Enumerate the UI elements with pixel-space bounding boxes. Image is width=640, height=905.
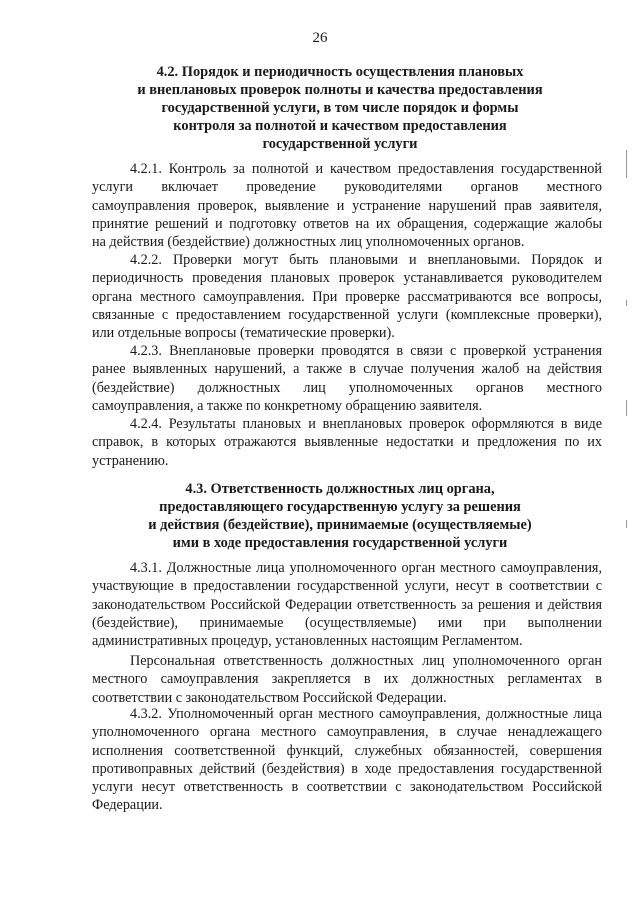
text-line: (бездействие) должностных лиц уполномоченных органов местного [92,379,602,396]
heading-line: государственной услуги, в том числе порядок и формы [161,100,519,116]
section-4-2-heading [100,63,580,153]
paragraph-4-2-2 [92,251,602,342]
text-line: уполномоченного органа местного самоуправления, в случае ненадлежащего [92,724,602,741]
text-line: (бездействие), принимаемые (осуществляемые) ими при выполнении [92,614,602,631]
heading-line: государственной услуги [262,136,418,152]
text-line: Персональная ответственность должностных лиц уполномоченного орган [130,653,602,669]
text-line: связанные с предоставлением государственной услуги (комплексные проверки), [92,306,602,323]
paragraph-4-3-2 [92,705,602,815]
text-line: на действия (бездействие) должностных лиц уполномоченных органов. [92,234,525,251]
text-line: 4.3.2. Уполномоченный орган местного самоуправления, должностные лица [130,706,602,722]
text-line: услуги включает проведение руководителями органов местного [92,179,602,196]
text-line: исполнения соответственной функций, служебных обязанностей, совершения [92,742,602,759]
paragraph-4-3-1 [92,559,602,650]
text-line: местного самоуправления закрепляется в их должностных регламентах в [92,671,602,688]
text-line: периодичность проведения плановых проверок устанавливается руководителем [92,270,602,287]
heading-line: и внеплановых проверок полноты и качества предоставления [137,82,543,98]
text-line: или отдельные вопросы (тематические проверки). [92,325,395,342]
paragraph-personal-responsibility [92,652,602,707]
text-line: самоуправления, а также по конкретному обращению заявителя. [92,397,483,414]
text-line: ранее выявленных нарушений, а также в случае получения жалоб на действия [92,361,602,378]
text-line: Федерации. [92,797,163,814]
scan-mark [626,300,627,306]
heading-line: предоставляющего государственную услугу за решения [159,499,521,515]
scan-mark [626,520,627,528]
heading-line: контроля за полнотой и качеством предоставления [173,118,507,134]
paragraph-4-2-4 [92,415,602,470]
text-line: административных процедур, установленных настоящим Регламентом. [92,633,523,650]
page-number: 26 [312,30,328,46]
text-line: самоуправления проверок, выявление и устранение нарушений прав заявителя, [92,197,602,214]
heading-line: 4.3. Ответственность должностных лиц органа, [185,481,495,497]
paragraph-4-2-1 [92,160,602,251]
text-line: справок, в которых отражаются выявленные недостатки и предложения по их [92,434,602,451]
text-line: законодательством Российской Федерации ответственность за решения и действия [92,596,602,613]
section-4-3-heading [100,480,580,552]
paragraph-4-2-3 [92,342,602,415]
heading-line: 4.2. Порядок и периодичность осуществления плановых [156,64,524,80]
text-line: участвующие в предоставлении государственной услуги, несут в соответствии с [92,578,602,595]
text-line: услуги несут ответственность в соответствии с законодательством Российской [92,779,602,796]
text-line: противоправных действий (бездействия) в ходе предоставления государственной [92,760,602,777]
heading-line: ими в ходе предоставления государственной услуги [172,535,508,551]
scan-mark [626,150,627,178]
text-line: 4.2.2. Проверки могут быть плановыми и внеплановыми. Порядок и [130,252,602,268]
scan-mark [626,400,627,416]
heading-line: и действия (бездействие), принимаемые (осуществляемые) [148,517,532,533]
text-line: принятие решений и подготовку ответов на их обращения, содержащие жалобы [92,215,602,232]
text-line: соответствии с законодательством Российской Федерации. [92,689,447,706]
text-line: 4.3.1. Должностные лица уполномоченного орган местного самоуправления, [130,560,602,576]
text-line: 4.2.1. Контроль за полнотой и качеством предоставления государственной [130,161,602,177]
text-line: органа местного самоуправления. При проверке рассматриваются все вопросы, [92,288,602,305]
text-line: 4.2.3. Внеплановые проверки проводятся в связи с проверкой устранения [130,343,602,359]
text-line: 4.2.4. Результаты плановых и внеплановых проверок оформляются в виде [130,416,602,432]
text-line: устранению. [92,452,169,469]
